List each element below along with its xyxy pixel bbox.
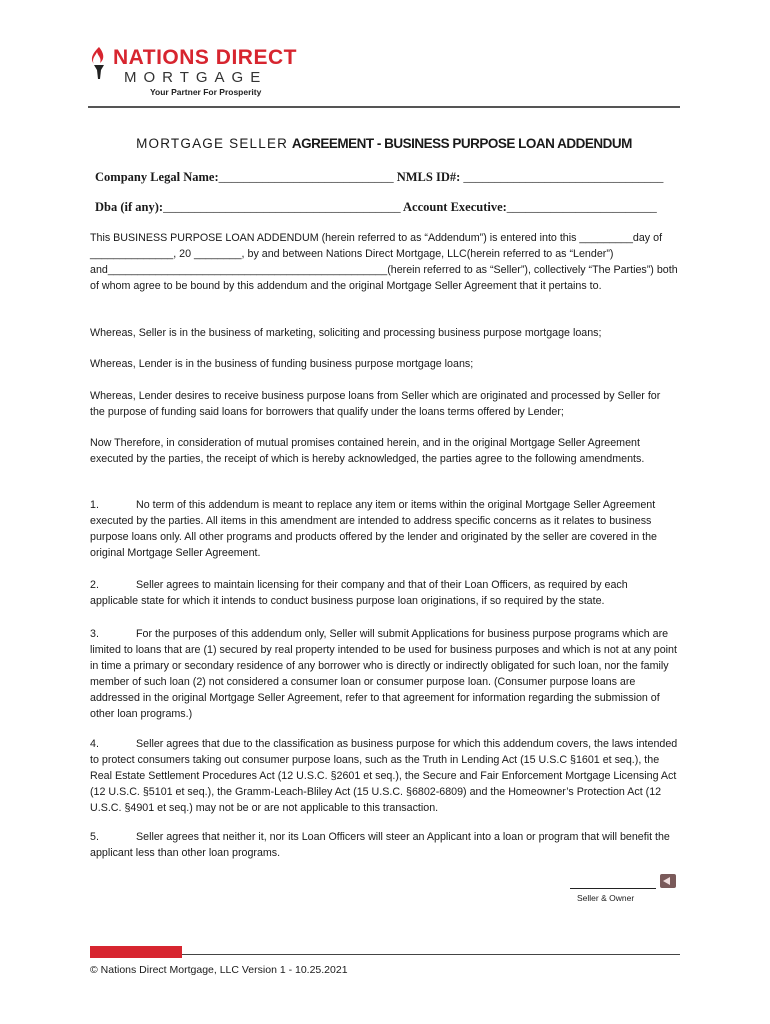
dba-field-row xyxy=(95,200,657,215)
clause-1 xyxy=(90,497,678,561)
clause-number: 5. xyxy=(90,831,99,843)
clause-text: Seller agrees to maintain licensing for their company and that of their Loan Officers, as required by each applicable state for which it intends to conduct business purpose loan originations, if so required by the state. xyxy=(90,579,628,607)
clause-number: 2. xyxy=(90,579,99,591)
title-main: AGREEMENT - BUSINESS PURPOSE LOAN ADDENDUM xyxy=(291,136,632,151)
footer-text: © Nations Direct Mortgage, LLC Version 1 - 10.25.2021 xyxy=(90,964,348,976)
clause-3 xyxy=(90,626,678,722)
nmls-id-blank[interactable]: ________________________________ xyxy=(460,170,664,184)
torch-flame-icon xyxy=(88,46,110,80)
company-legal-name-blank[interactable]: ____________________________ xyxy=(218,170,394,184)
clause-4 xyxy=(90,736,678,816)
logo-tagline: Your Partner For Prosperity xyxy=(150,87,262,97)
clause-text: For the purposes of this addendum only, Seller will submit Applications for business purpose programs which are limited to loans that are (1) secured by real property intended to be used for business purposes and which is not at any point in time a primary or secondary residence of any borrower who is directly or indirectly obligated for such loan, nor the family member of such loan (2) not considered a consumer loan or consumer purpose loan. (Consumer purpose loans are addressed in the original Mortgage Seller Agreement, refer to that agreement for information regarding the submission of other loan programs.) xyxy=(90,628,677,720)
logo-name: NATIONS DIRECT xyxy=(113,46,297,69)
clause-5 xyxy=(90,829,678,861)
logo-subtitle: MORTGAGE xyxy=(124,69,268,86)
clause-number: 3. xyxy=(90,628,99,640)
clause-number: 4. xyxy=(90,738,99,750)
company-field-row xyxy=(95,170,663,185)
clause-text: Seller agrees that due to the classification as business purpose for which this addendum covers, the laws intended to protect consumers taking out consumer purpose loans, such as the Truth in Lending Act (15 U.S.C §1601 et seq.), the Real Estate Settlement Procedures Act (12 U.S.C. §2601 et seq.), the Secure and Fair Enforcement Mortgage Licensing Act (12 U.S.C. §5101 et seq.), the Gramm-Leach-Bliley Act (15 U.S.C. §6802-6809) and the Homeowner’s Protection Act (12 U.S.C. §4901 et seq.) may not be or are not applicable to this transaction. xyxy=(90,738,678,814)
now-therefore-paragraph: Now Therefore, in consideration of mutual promises contained herein, and in the original Mortgage Seller Agreement executed by the parties, the receipt of which is hereby acknowledged, the parties agree to the following amendments. xyxy=(90,437,645,465)
title-prefix: MORTGAGE SELLER xyxy=(136,136,289,151)
header-divider xyxy=(88,106,680,108)
whereas-paragraph-2: Whereas, Lender is in the business of funding business purpose mortgage loans; xyxy=(90,358,474,370)
sign-here-arrow-icon[interactable] xyxy=(660,874,676,888)
nmls-id-label: NMLS ID#: xyxy=(396,170,461,184)
account-executive-blank[interactable]: ________________________ xyxy=(506,200,657,214)
signature-label: Seller & Owner xyxy=(577,893,635,903)
clause-number: 1. xyxy=(90,499,99,511)
footer-accent-bar xyxy=(90,946,182,958)
dba-label: Dba (if any): xyxy=(95,200,164,214)
whereas-paragraph-3: Whereas, Lender desires to receive business purpose loans from Seller which are originated and processed by Seller for the purpose of funding said loans for borrowers that qualify under the loans terms offered by Lender; xyxy=(90,390,661,418)
dba-blank[interactable]: ______________________________________ xyxy=(163,200,401,214)
clause-text: Seller agrees that neither it, nor its Loan Officers will steer an Applicant into a loan or program that will benefit the applicant less than other loan programs. xyxy=(90,831,670,859)
clause-text: No term of this addendum is meant to replace any item or items within the original Mortgage Seller Agreement executed by the parties. All items in this amendment are intended to address specific concerns as it relates to business purpose loans only. All other programs and products offered by the lender and originated by the seller are covered in the original Mortgage Seller Agreement. xyxy=(90,499,657,559)
account-executive-label: Account Executive: xyxy=(403,200,507,214)
clause-2 xyxy=(90,577,678,609)
signature-line[interactable] xyxy=(570,888,656,889)
whereas-paragraph-1: Whereas, Seller is in the business of marketing, soliciting and processing business purpose mortgage loans; xyxy=(90,327,602,339)
company-legal-name-label: Company Legal Name: xyxy=(95,170,219,184)
document-title xyxy=(88,136,680,151)
intro-paragraph: This BUSINESS PURPOSE LOAN ADDENDUM (herein referred to as “Addendum”) is entered into this _________day of ______________, 20 ________, by and between Nations Direct Mortgage, LLC(herein referred to as “Lender”) and_______________________________________________(herein referred to as “Seller”), collectively “The Parties”) both of whom agree to be bound by this addendum and the original Mortgage Seller Agreement that it pertains to. xyxy=(90,232,678,292)
company-logo xyxy=(88,44,298,100)
